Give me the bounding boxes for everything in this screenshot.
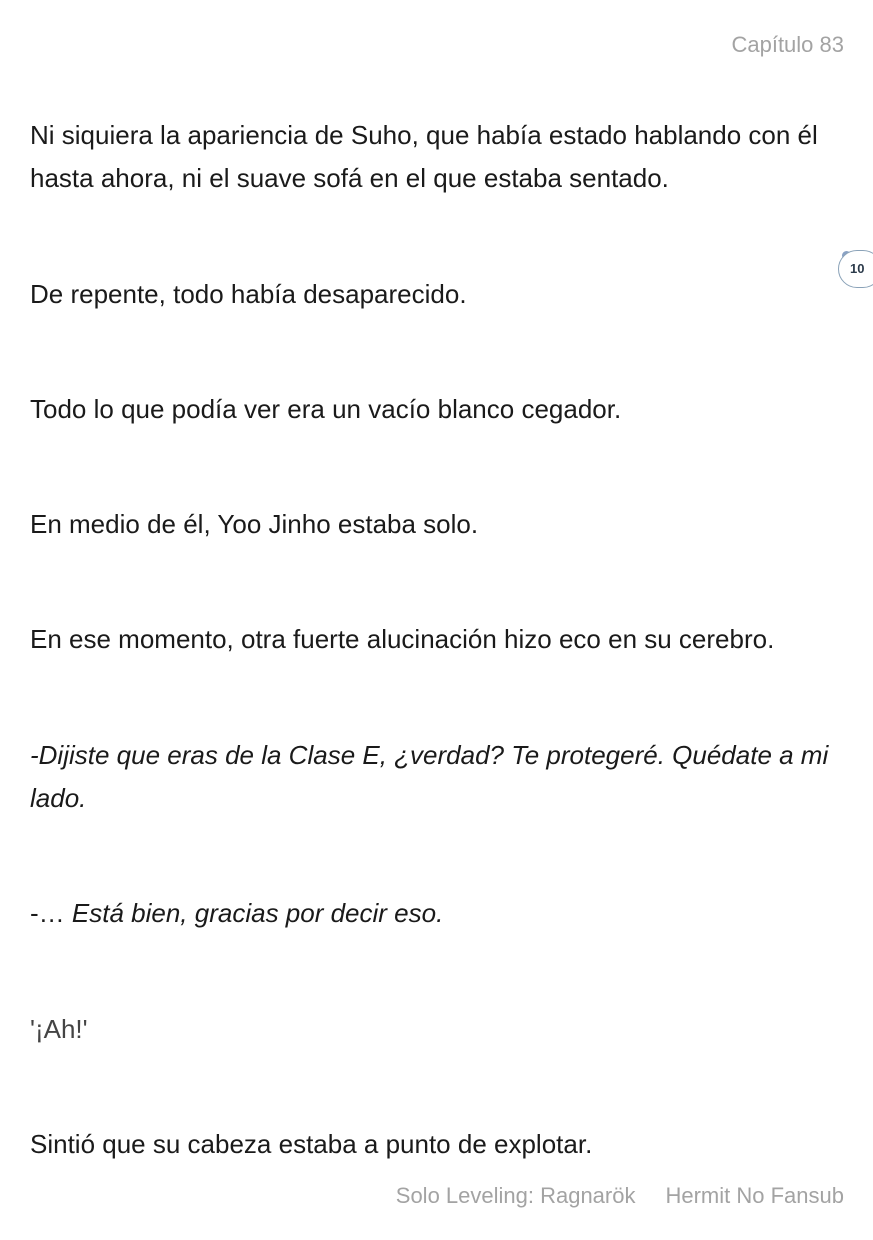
thought-paragraph: '¡Ah!' bbox=[30, 1014, 88, 1044]
chapter-title: Capítulo 83 bbox=[731, 32, 844, 57]
dialogue-text: Está bien, gracias por decir eso. bbox=[64, 898, 444, 928]
dialogue-paragraph bbox=[30, 892, 850, 935]
translator-credit: Hermit No Fansub bbox=[665, 1183, 844, 1208]
dialogue-prefix: -… bbox=[30, 898, 65, 928]
dialogue-paragraph: -Dijiste que eras de la Clase E, ¿verdad? Te protegeré. Quédate a mi lado. bbox=[30, 740, 829, 813]
series-title: Solo Leveling: Ragnarök bbox=[395, 1183, 636, 1208]
paragraph: Ni siquiera la apariencia de Suho, que había estado hablando con él hasta ahora, ni el suave sofá en el que estaba sentado. bbox=[30, 120, 818, 193]
footer bbox=[396, 1182, 844, 1210]
paragraph: En ese momento, otra fuerte alucinación hizo eco en su cerebro. bbox=[30, 624, 775, 654]
paragraph: Sintió que su cabeza estaba a punto de explotar. bbox=[30, 1129, 593, 1159]
paragraph: En medio de él, Yoo Jinho estaba solo. bbox=[30, 509, 479, 539]
paragraph: De repente, todo había desaparecido. bbox=[30, 279, 467, 309]
paragraph: Todo lo que podía ver era un vacío blanco cegador. bbox=[30, 394, 622, 424]
page-number-badge[interactable]: 10 bbox=[838, 250, 873, 288]
